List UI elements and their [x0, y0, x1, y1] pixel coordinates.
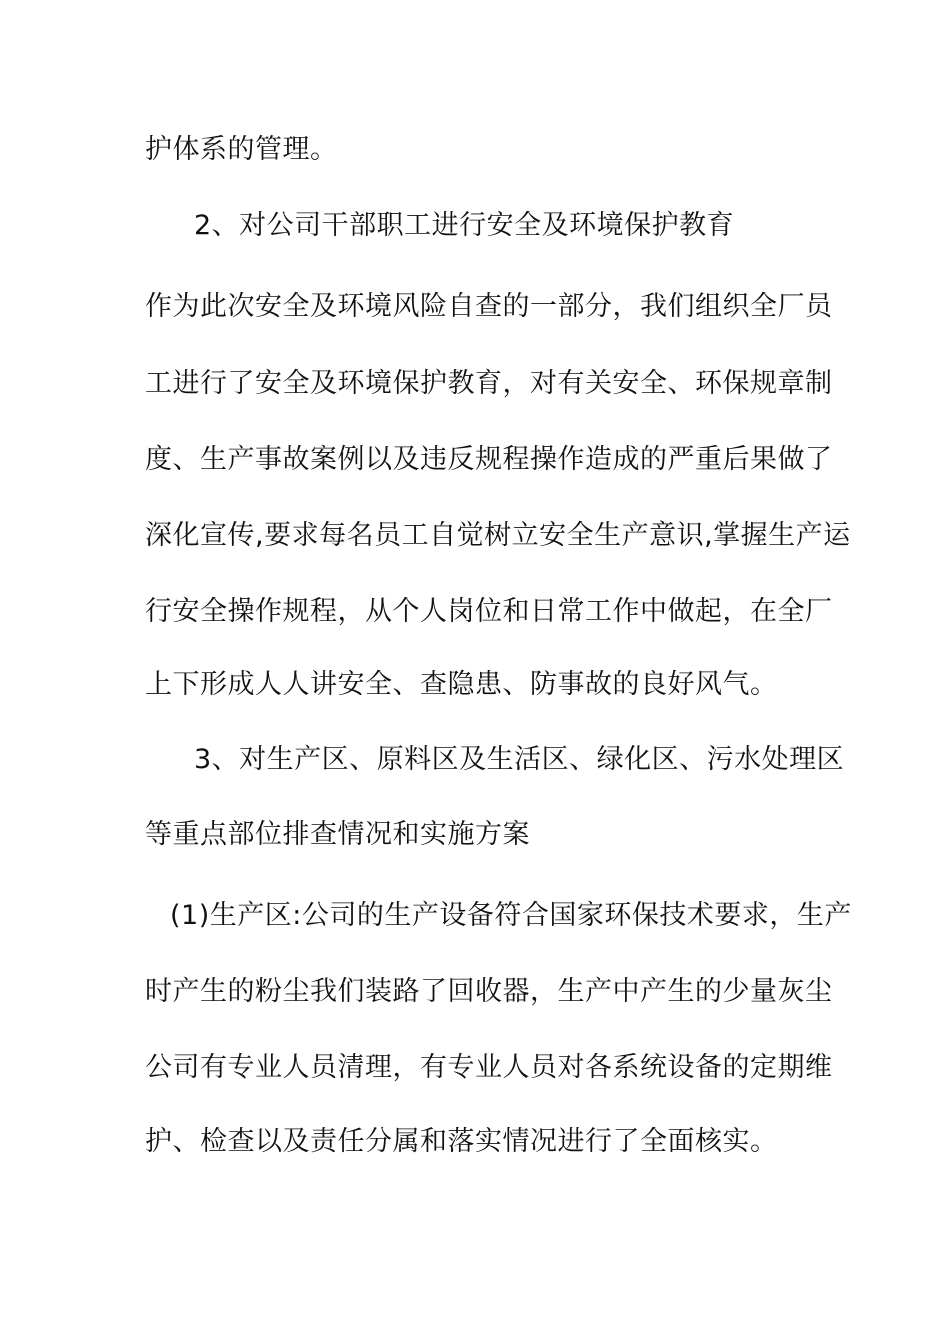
paragraph-line: 上下形成人人讲安全、查隐患、防事故的良好风气。: [145, 669, 778, 700]
paragraph-line: 工进行了安全及环境保护教育，对有关安全、环保规章制: [145, 368, 833, 399]
paragraph-continuation: 护体系的管理。: [145, 134, 338, 165]
section-heading-3: 3、对生产区、原料区及生活区、绿化区、污水处理区: [194, 744, 845, 775]
paragraph-line: 公司有专业人员清理，有专业人员对各系统设备的定期维: [145, 1052, 833, 1083]
section-heading-3-continuation: 等重点部位排查情况和实施方案: [145, 819, 530, 850]
paragraph-line: 作为此次安全及环境风险自查的一部分，我们组织全厂员: [145, 291, 833, 322]
paragraph-line: 度、生产事故案例以及违反规程操作造成的严重后果做了: [145, 444, 833, 475]
paragraph-line: (1)生产区:公司的生产设备符合国家环保技术要求，生产: [170, 900, 852, 931]
paragraph-line: 深化宣传,要求每名员工自觉树立安全生产意识,掌握生产运: [145, 520, 851, 551]
paragraph-line: 行安全操作规程，从个人岗位和日常工作中做起，在全厂: [145, 596, 833, 627]
paragraph-line: 护、检查以及责任分属和落实情况进行了全面核实。: [145, 1126, 778, 1157]
paragraph-line: 时产生的粉尘我们装路了回收器，生产中产生的少量灰尘: [145, 976, 833, 1007]
section-heading-2: 2、对公司干部职工进行安全及环境保护教育: [194, 210, 735, 241]
